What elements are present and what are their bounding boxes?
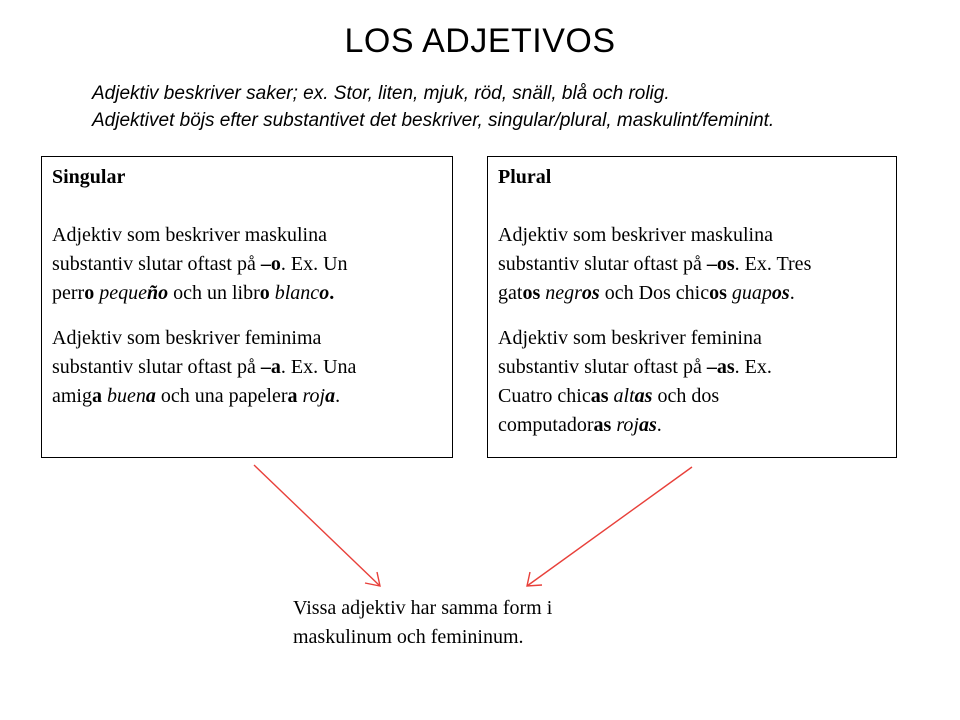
text-fragment: os — [522, 282, 541, 304]
text-fragment: as — [590, 385, 609, 407]
text-fragment: roj — [616, 414, 639, 436]
text-fragment: . Ex. Un — [280, 253, 348, 275]
text-fragment: blanc — [274, 282, 320, 304]
text-fragment: . — [335, 385, 341, 407]
text-fragment: as — [593, 414, 612, 436]
text-fragment: gat — [498, 282, 523, 304]
text-fragment: guap — [731, 282, 772, 304]
text-fragment: negr — [545, 282, 582, 304]
text-fragment: perr — [52, 282, 85, 304]
text-fragment: o — [319, 282, 330, 304]
box-heading: Plural — [498, 166, 552, 188]
text-fragment: o — [84, 282, 95, 304]
text-fragment: . — [656, 414, 662, 436]
text-fragment: . Ex. Una — [280, 356, 357, 378]
text-fragment: substantiv slutar oftast på — [498, 253, 707, 275]
text-fragment: computador — [498, 414, 594, 436]
text-fragment: Adjektiv som beskriver maskulina — [498, 224, 773, 246]
text-fragment: Adjektiv som beskriver maskulina — [52, 224, 327, 246]
text-fragment: alt — [613, 385, 635, 407]
intro-line: Adjektivet böjs efter substantivet det beskriver, singular/plural, maskulint/feminint. — [92, 110, 775, 131]
text-fragment: o — [259, 282, 270, 304]
text-fragment: . Ex. — [734, 356, 772, 378]
text-fragment: Adjektiv som beskriver feminina — [498, 327, 762, 349]
left-arrow — [254, 465, 380, 586]
note-line: maskulinum och femininum. — [293, 626, 524, 648]
text-fragment: os — [709, 282, 727, 304]
page-title: LOS ADJETIVOS — [344, 22, 616, 60]
text-fragment: och una papeler — [155, 385, 288, 407]
text-fragment: a — [287, 385, 298, 407]
text-fragment: och un libr — [168, 282, 260, 304]
text-fragment: amig — [52, 385, 92, 407]
text-fragment: as — [638, 414, 657, 436]
text-fragment: os — [581, 282, 600, 304]
text-fragment: –o — [260, 253, 281, 275]
text-fragment: roj — [302, 385, 326, 407]
text-fragment: ño — [146, 282, 169, 304]
box-heading: Singular — [52, 166, 126, 188]
text-fragment: substantiv slutar oftast på — [498, 356, 707, 378]
right-arrow — [527, 467, 692, 586]
text-fragment: . — [329, 282, 335, 304]
text-fragment: peque — [99, 282, 147, 304]
text-fragment: och dos — [652, 385, 720, 407]
text-fragment: buen — [107, 385, 146, 407]
text-fragment: och Dos chic — [599, 282, 710, 304]
text-fragment: . — [789, 282, 795, 304]
text-fragment: substantiv slutar oftast på — [52, 253, 261, 275]
text-fragment: substantiv slutar oftast på — [52, 356, 261, 378]
text-fragment: Adjektiv som beskriver feminima — [52, 327, 322, 349]
text-fragment: –as — [706, 356, 735, 378]
text-fragment: Cuatro chic — [498, 385, 591, 407]
intro-line: Adjektiv beskriver saker; ex. Stor, liten, mjuk, röd, snäll, blå och rolig. — [92, 83, 670, 104]
text-fragment: a — [145, 385, 156, 407]
text-fragment: a — [92, 385, 102, 407]
text-fragment: a — [325, 385, 336, 407]
text-fragment: os — [771, 282, 790, 304]
text-fragment: as — [634, 385, 653, 407]
text-fragment: –a — [260, 356, 281, 378]
text-fragment: . Ex. Tres — [734, 253, 812, 275]
note-text — [293, 594, 713, 652]
note-line: Vissa adjektiv har samma form i — [293, 597, 553, 619]
text-fragment: –os — [706, 253, 735, 275]
